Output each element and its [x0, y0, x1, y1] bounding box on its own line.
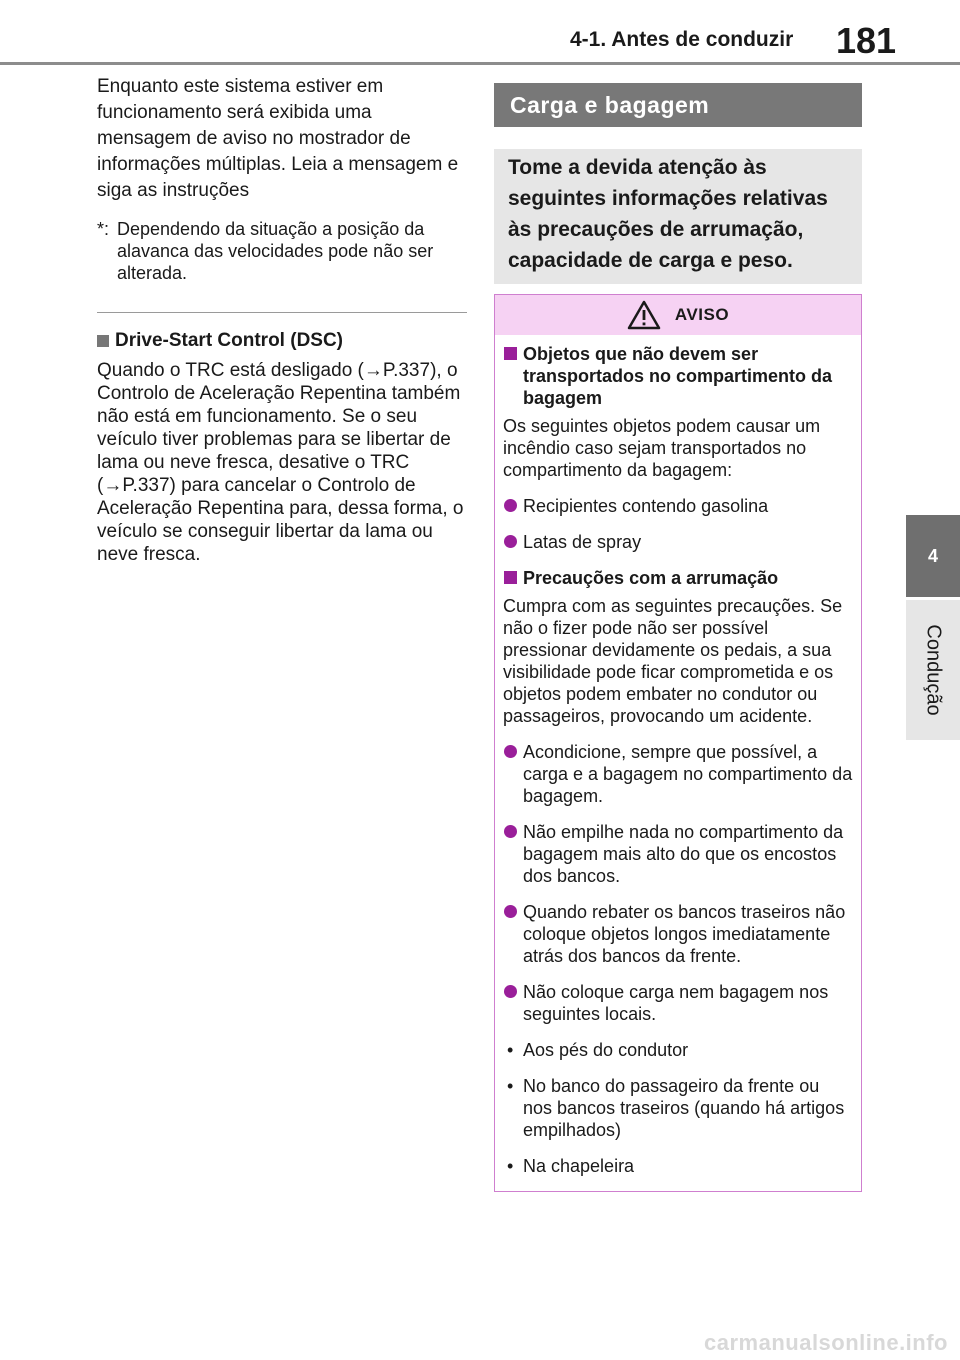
intro-paragraph: Enquanto este sistema estiver em funcionamento será exibida uma mensagem de aviso no mostrador de informações múltiplas. Leia a mensagem e siga as instruções [97, 76, 459, 201]
left-column [97, 74, 467, 566]
topic-title: Carga e bagagem [494, 83, 862, 127]
header-rule [0, 62, 960, 65]
square-bullet-icon [504, 347, 517, 360]
sub-list-item [503, 1155, 853, 1177]
list-item-text: Latas de spray [523, 532, 642, 552]
section-heading [97, 329, 467, 353]
list-item-text: Não coloque carga nem bagagem nos seguintes locais. [523, 982, 829, 1024]
circle-bullet-icon [504, 535, 517, 548]
warning-header [495, 295, 861, 335]
list-item-text: Quando rebater os bancos traseiros não coloque objetos longos imediatamente atrás dos bancos da frente. [523, 902, 846, 966]
footnote-mark: *: [97, 219, 110, 239]
bullet-icon: • [507, 1076, 514, 1096]
list-item [503, 981, 853, 1025]
warning-heading-text: Precauções com a arrumação [523, 568, 779, 588]
warning-heading [503, 343, 853, 409]
footnote [97, 218, 467, 284]
chapter-tab-number: 4 [906, 515, 960, 597]
page-number: 181 [836, 20, 897, 61]
bullet-icon: • [507, 1156, 514, 1176]
warning-triangle-icon [627, 300, 661, 330]
list-item-text: Acondicione, sempre que possível, a carga e a bagagem no compartimento da bagagem. [523, 742, 853, 806]
warning-body [495, 335, 861, 1191]
warning-paragraph: Os seguintes objetos podem causar um incêndio caso sejam transportados no compartimento da bagagem: [503, 416, 821, 480]
topic-intro: Tome a devida atenção às seguintes informações relativas às precauções de arrumação, capacidade de carga e peso. [494, 149, 862, 284]
warning-box [494, 294, 862, 1192]
section-heading-text: Drive-Start Control (DSC) [115, 330, 344, 351]
section-body: Quando o TRC está desligado (→P.337), o Controlo de Aceleração Repentina também não está em funcionamento. Se o seu veículo tiver problemas para se libertar de lama ou neve fresca, desative o TRC (→P.337) para cancelar o Controlo de Aceleração Repentina para, dessa forma, o veículo se conseguir libertar da lama ou neve fresca. [97, 360, 464, 565]
chapter-tab [906, 600, 960, 740]
sub-list-item-text: No banco do passageiro da frente ou nos bancos traseiros (quando há artigos empilhados) [523, 1076, 845, 1140]
square-bullet-icon [504, 571, 517, 584]
warning-heading [503, 567, 853, 589]
circle-bullet-icon [504, 985, 517, 998]
list-item [503, 495, 853, 517]
warning-title: AVISO [674, 305, 730, 324]
list-item-text: Recipientes contendo gasolina [523, 496, 769, 516]
circle-bullet-icon [504, 499, 517, 512]
right-column [494, 83, 862, 1192]
warning-paragraph: Cumpra com as seguintes precauções. Se não o fizer pode não ser possível pressionar devidamente os pedais, a sua visibilidade pode ficar comprometida e os objetos podem embater no condutor ou passageiros, provocando um acidente. [503, 596, 843, 726]
sub-list-item [503, 1075, 853, 1141]
section-title: 4-1. Antes de conduzir [570, 28, 794, 51]
warning-heading-text: Objetos que não devem ser transportados no compartimento da bagagem [523, 344, 833, 408]
list-item [503, 741, 853, 807]
footnote-text: Dependendo da situação a posição da alavanca das velocidades pode não ser alterada. [117, 219, 434, 283]
circle-bullet-icon [504, 905, 517, 918]
bullet-icon: • [507, 1040, 514, 1060]
list-item-text: Não empilhe nada no compartimento da bagagem mais alto do que os encostos dos bancos. [523, 822, 844, 886]
watermark: carmanualsonline.info [704, 1329, 948, 1355]
circle-bullet-icon [504, 825, 517, 838]
list-item [503, 821, 853, 887]
sub-list-item-text: Aos pés do condutor [523, 1040, 689, 1060]
circle-bullet-icon [504, 745, 517, 758]
section-divider [97, 312, 467, 313]
sub-list-item [503, 1039, 853, 1061]
sub-list-item-text: Na chapeleira [523, 1156, 635, 1176]
chapter-tab-label: Condução [922, 624, 945, 716]
list-item [503, 531, 853, 553]
square-bullet-icon [97, 335, 109, 347]
list-item [503, 901, 853, 967]
